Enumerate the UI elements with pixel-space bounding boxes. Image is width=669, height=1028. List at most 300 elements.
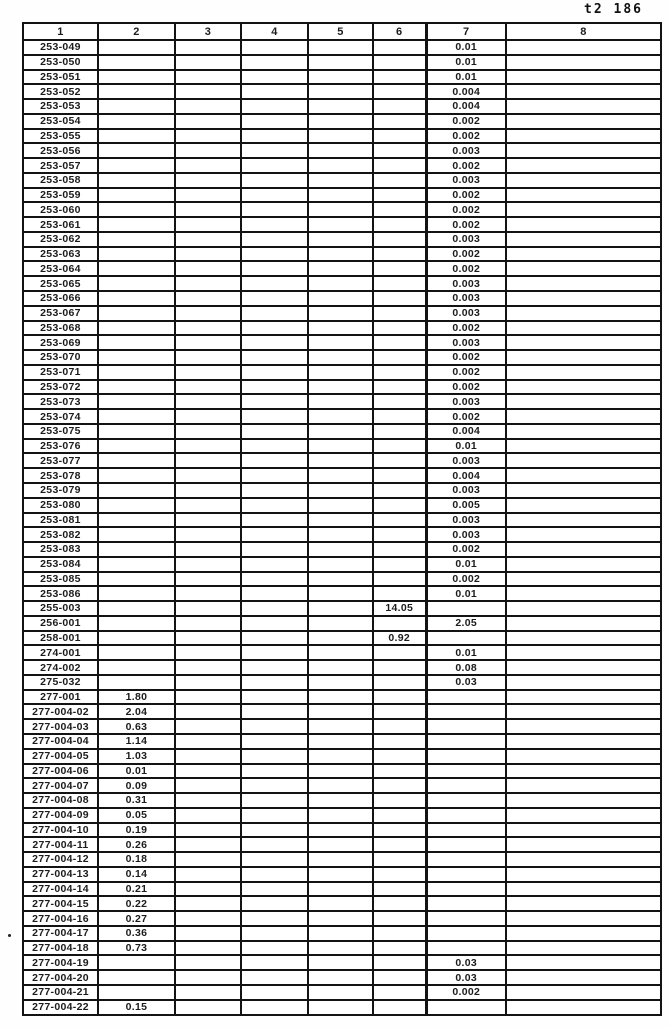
value-cell: 0.09	[98, 778, 175, 793]
value-cell	[241, 764, 308, 779]
value-cell	[308, 261, 373, 276]
value-cell	[506, 468, 661, 483]
row-id-cell: 253-076	[23, 439, 98, 454]
value-cell	[98, 129, 175, 144]
value-cell	[241, 143, 308, 158]
value-cell	[175, 527, 241, 542]
value-cell	[241, 261, 308, 276]
table-row	[23, 882, 661, 897]
value-cell	[506, 778, 661, 793]
value-cell: 14.05	[373, 601, 426, 616]
value-cell: 2.05	[426, 616, 506, 631]
value-cell	[175, 70, 241, 85]
table-row	[23, 704, 661, 719]
value-cell	[241, 734, 308, 749]
value-cell	[373, 926, 426, 941]
value-cell	[175, 793, 241, 808]
value-cell: 0.002	[426, 188, 506, 203]
value-cell	[373, 232, 426, 247]
value-cell	[426, 601, 506, 616]
table-row	[23, 453, 661, 468]
value-cell	[175, 852, 241, 867]
value-cell	[175, 468, 241, 483]
value-cell	[98, 55, 175, 70]
value-cell	[506, 335, 661, 350]
value-cell: 0.003	[426, 483, 506, 498]
value-cell	[506, 291, 661, 306]
value-cell	[241, 675, 308, 690]
value-cell	[506, 941, 661, 956]
value-cell	[175, 557, 241, 572]
value-cell	[175, 616, 241, 631]
value-cell	[241, 365, 308, 380]
value-cell	[308, 394, 373, 409]
value-cell	[98, 468, 175, 483]
value-cell	[308, 143, 373, 158]
value-cell	[241, 394, 308, 409]
table-row	[23, 1000, 661, 1015]
value-cell	[373, 439, 426, 454]
value-cell	[175, 158, 241, 173]
value-cell	[98, 616, 175, 631]
table-row	[23, 734, 661, 749]
value-cell	[175, 896, 241, 911]
value-cell	[308, 719, 373, 734]
value-cell	[426, 793, 506, 808]
value-cell: 0.26	[98, 837, 175, 852]
value-cell	[241, 926, 308, 941]
table-row	[23, 84, 661, 99]
value-cell: 0.01	[426, 70, 506, 85]
value-cell	[241, 232, 308, 247]
value-cell	[308, 586, 373, 601]
value-cell	[373, 40, 426, 55]
value-cell	[308, 808, 373, 823]
value-cell	[506, 70, 661, 85]
value-cell	[175, 439, 241, 454]
table-row	[23, 439, 661, 454]
column-header: 4	[241, 23, 308, 40]
row-id-cell: 253-065	[23, 276, 98, 291]
value-cell	[373, 70, 426, 85]
value-cell: 0.002	[426, 572, 506, 587]
value-cell: 0.03	[426, 955, 506, 970]
value-cell	[426, 808, 506, 823]
row-id-cell: 253-080	[23, 498, 98, 513]
value-cell	[373, 350, 426, 365]
value-cell	[308, 645, 373, 660]
value-cell	[506, 158, 661, 173]
value-cell	[241, 719, 308, 734]
value-cell	[175, 129, 241, 144]
value-cell: 0.002	[426, 158, 506, 173]
value-cell	[308, 867, 373, 882]
value-cell	[98, 202, 175, 217]
table-row	[23, 173, 661, 188]
value-cell	[373, 704, 426, 719]
row-id-cell: 253-070	[23, 350, 98, 365]
table-row	[23, 498, 661, 513]
value-cell	[241, 40, 308, 55]
column-header: 1	[23, 23, 98, 40]
value-cell	[506, 631, 661, 646]
value-cell	[373, 188, 426, 203]
value-cell: 2.04	[98, 704, 175, 719]
value-cell	[241, 793, 308, 808]
table-row	[23, 158, 661, 173]
value-cell	[308, 483, 373, 498]
value-cell	[506, 764, 661, 779]
column-header: 2	[98, 23, 175, 40]
value-cell	[98, 335, 175, 350]
value-cell	[506, 483, 661, 498]
table-header-row	[23, 23, 661, 40]
row-id-cell: 277-004-05	[23, 749, 98, 764]
value-cell	[175, 719, 241, 734]
value-cell	[98, 955, 175, 970]
table-row	[23, 852, 661, 867]
value-cell	[308, 778, 373, 793]
value-cell	[175, 955, 241, 970]
value-cell	[308, 188, 373, 203]
value-cell	[308, 158, 373, 173]
value-cell	[506, 970, 661, 985]
value-cell	[175, 291, 241, 306]
value-cell	[241, 557, 308, 572]
table-row	[23, 40, 661, 55]
value-cell: 0.003	[426, 335, 506, 350]
row-id-cell: 253-071	[23, 365, 98, 380]
value-cell	[175, 306, 241, 321]
table-row	[23, 129, 661, 144]
value-cell	[98, 527, 175, 542]
table-row	[23, 542, 661, 557]
value-cell	[175, 276, 241, 291]
value-cell	[241, 837, 308, 852]
value-cell	[373, 793, 426, 808]
value-cell	[241, 690, 308, 705]
value-cell	[175, 660, 241, 675]
value-cell	[241, 601, 308, 616]
value-cell	[98, 409, 175, 424]
row-id-cell: 277-004-19	[23, 955, 98, 970]
value-cell	[373, 143, 426, 158]
value-cell	[506, 527, 661, 542]
value-cell	[506, 247, 661, 262]
row-id-cell: 277-004-04	[23, 734, 98, 749]
value-cell	[373, 99, 426, 114]
value-cell	[241, 985, 308, 1000]
value-cell	[506, 719, 661, 734]
value-cell	[241, 173, 308, 188]
table-row	[23, 793, 661, 808]
value-cell	[506, 143, 661, 158]
value-cell	[308, 468, 373, 483]
row-id-cell: 277-004-06	[23, 764, 98, 779]
value-cell	[373, 823, 426, 838]
value-cell	[98, 513, 175, 528]
value-cell	[308, 970, 373, 985]
value-cell	[373, 247, 426, 262]
value-cell: 0.92	[373, 631, 426, 646]
value-cell	[308, 985, 373, 1000]
value-cell	[506, 749, 661, 764]
value-cell	[98, 601, 175, 616]
value-cell	[308, 616, 373, 631]
value-cell	[308, 1000, 373, 1015]
value-cell	[506, 675, 661, 690]
table-row	[23, 261, 661, 276]
value-cell	[98, 985, 175, 1000]
value-cell	[426, 823, 506, 838]
column-header: 7	[426, 23, 506, 40]
table-row	[23, 808, 661, 823]
row-id-cell: 253-058	[23, 173, 98, 188]
row-id-cell: 253-059	[23, 188, 98, 203]
value-cell	[506, 837, 661, 852]
value-cell	[373, 882, 426, 897]
value-cell: 0.002	[426, 202, 506, 217]
value-cell	[175, 601, 241, 616]
value-cell	[98, 498, 175, 513]
value-cell	[241, 616, 308, 631]
value-cell	[241, 424, 308, 439]
value-cell	[506, 84, 661, 99]
value-cell	[308, 321, 373, 336]
value-cell	[373, 306, 426, 321]
value-cell	[98, 247, 175, 262]
value-cell	[308, 572, 373, 587]
value-cell	[426, 778, 506, 793]
value-cell	[241, 114, 308, 129]
value-cell	[373, 616, 426, 631]
value-cell	[98, 453, 175, 468]
value-cell: 0.002	[426, 247, 506, 262]
value-cell	[308, 70, 373, 85]
table-row	[23, 70, 661, 85]
value-cell	[241, 335, 308, 350]
value-cell: 0.002	[426, 261, 506, 276]
value-cell	[308, 99, 373, 114]
value-cell	[98, 660, 175, 675]
value-cell	[98, 40, 175, 55]
value-cell	[98, 675, 175, 690]
row-id-cell: 277-004-08	[23, 793, 98, 808]
value-cell	[241, 439, 308, 454]
value-cell: 0.003	[426, 143, 506, 158]
row-id-cell: 277-004-16	[23, 911, 98, 926]
value-cell	[98, 645, 175, 660]
value-cell: 0.21	[98, 882, 175, 897]
value-cell: 0.18	[98, 852, 175, 867]
value-cell	[308, 247, 373, 262]
value-cell	[241, 882, 308, 897]
table-row	[23, 985, 661, 1000]
row-id-cell: 253-053	[23, 99, 98, 114]
value-cell: 0.01	[98, 764, 175, 779]
value-cell	[308, 542, 373, 557]
value-cell: 0.004	[426, 99, 506, 114]
table-row	[23, 896, 661, 911]
value-cell	[506, 232, 661, 247]
value-cell	[506, 409, 661, 424]
value-cell: 0.002	[426, 365, 506, 380]
value-cell	[175, 84, 241, 99]
value-cell	[308, 764, 373, 779]
value-cell	[175, 586, 241, 601]
value-cell: 1.80	[98, 690, 175, 705]
row-id-cell: 253-052	[23, 84, 98, 99]
value-cell	[506, 321, 661, 336]
row-id-cell: 253-068	[23, 321, 98, 336]
value-cell	[373, 645, 426, 660]
value-cell	[175, 837, 241, 852]
value-cell	[506, 365, 661, 380]
value-cell	[241, 955, 308, 970]
value-cell	[308, 527, 373, 542]
value-cell	[175, 734, 241, 749]
value-cell: 0.002	[426, 217, 506, 232]
table-row	[23, 690, 661, 705]
value-cell	[506, 793, 661, 808]
row-id-cell: 277-004-07	[23, 778, 98, 793]
row-id-cell: 253-072	[23, 380, 98, 395]
value-cell	[373, 173, 426, 188]
row-id-cell: 253-060	[23, 202, 98, 217]
value-cell	[241, 306, 308, 321]
value-cell	[373, 586, 426, 601]
value-cell	[98, 173, 175, 188]
value-cell: 0.08	[426, 660, 506, 675]
value-cell	[506, 734, 661, 749]
value-cell	[506, 616, 661, 631]
value-cell: 0.01	[426, 645, 506, 660]
table-row	[23, 616, 661, 631]
value-cell	[175, 911, 241, 926]
value-cell	[241, 586, 308, 601]
value-cell	[98, 970, 175, 985]
value-cell	[426, 896, 506, 911]
value-cell	[308, 955, 373, 970]
value-cell	[308, 926, 373, 941]
value-cell	[241, 527, 308, 542]
row-id-cell: 253-062	[23, 232, 98, 247]
value-cell	[373, 129, 426, 144]
row-id-cell: 253-054	[23, 114, 98, 129]
value-cell	[373, 941, 426, 956]
value-cell: 0.002	[426, 380, 506, 395]
row-id-cell: 277-004-20	[23, 970, 98, 985]
value-cell	[373, 394, 426, 409]
row-id-cell: 277-004-11	[23, 837, 98, 852]
value-cell	[175, 882, 241, 897]
value-cell	[175, 749, 241, 764]
value-cell: 0.002	[426, 350, 506, 365]
table-row	[23, 645, 661, 660]
value-cell	[308, 601, 373, 616]
value-cell	[175, 453, 241, 468]
value-cell	[175, 261, 241, 276]
row-id-cell: 274-001	[23, 645, 98, 660]
value-cell: 0.003	[426, 527, 506, 542]
value-cell	[241, 409, 308, 424]
value-cell	[308, 173, 373, 188]
value-cell	[373, 911, 426, 926]
row-id-cell: 253-084	[23, 557, 98, 572]
value-cell	[98, 70, 175, 85]
row-id-cell: 253-081	[23, 513, 98, 528]
value-cell	[241, 99, 308, 114]
value-cell	[175, 926, 241, 941]
row-id-cell: 255-003	[23, 601, 98, 616]
value-cell	[308, 350, 373, 365]
value-cell	[241, 247, 308, 262]
value-cell	[506, 955, 661, 970]
value-cell	[506, 557, 661, 572]
value-cell	[373, 409, 426, 424]
value-cell	[175, 232, 241, 247]
value-cell	[308, 852, 373, 867]
value-cell	[506, 1000, 661, 1015]
value-cell	[506, 911, 661, 926]
table-row	[23, 911, 661, 926]
value-cell	[426, 867, 506, 882]
value-cell	[175, 40, 241, 55]
table-row	[23, 114, 661, 129]
value-cell	[506, 645, 661, 660]
table-row	[23, 764, 661, 779]
value-cell	[98, 232, 175, 247]
value-cell	[506, 114, 661, 129]
row-id-cell: 275-032	[23, 675, 98, 690]
value-cell	[308, 114, 373, 129]
value-cell	[175, 335, 241, 350]
value-cell	[241, 749, 308, 764]
value-cell	[241, 778, 308, 793]
value-cell	[373, 690, 426, 705]
value-cell	[98, 631, 175, 646]
table-row	[23, 99, 661, 114]
table-row	[23, 468, 661, 483]
value-cell	[175, 808, 241, 823]
value-cell	[373, 55, 426, 70]
row-id-cell: 277-004-17	[23, 926, 98, 941]
value-cell	[373, 837, 426, 852]
value-cell: 1.14	[98, 734, 175, 749]
value-cell	[426, 719, 506, 734]
value-cell	[373, 158, 426, 173]
value-cell	[308, 793, 373, 808]
value-cell	[175, 247, 241, 262]
table-body	[23, 40, 661, 1015]
value-cell	[308, 749, 373, 764]
value-cell	[98, 188, 175, 203]
value-cell	[241, 483, 308, 498]
value-cell	[373, 764, 426, 779]
value-cell	[175, 394, 241, 409]
table-row	[23, 955, 661, 970]
value-cell	[506, 660, 661, 675]
table-row	[23, 527, 661, 542]
row-id-cell: 277-004-21	[23, 985, 98, 1000]
table-row	[23, 380, 661, 395]
value-cell	[241, 453, 308, 468]
row-id-cell: 256-001	[23, 616, 98, 631]
value-cell: 0.01	[426, 55, 506, 70]
value-cell	[506, 852, 661, 867]
value-cell: 0.002	[426, 321, 506, 336]
value-cell: 0.002	[426, 542, 506, 557]
